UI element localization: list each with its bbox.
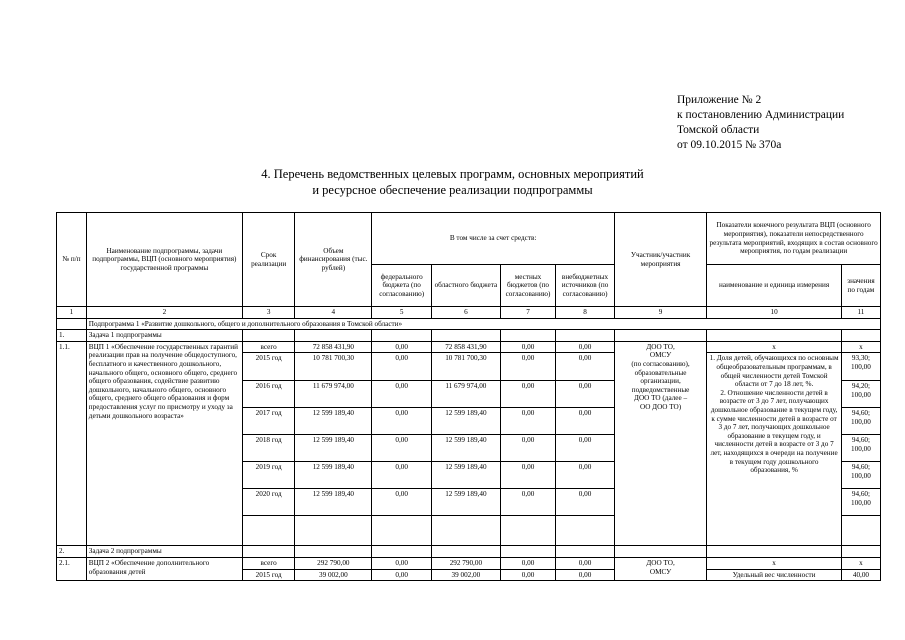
header-regional: областного бюджета xyxy=(431,265,500,307)
row-volume: 11 679 974,00 xyxy=(295,381,372,408)
vcp-name: ВЦП 1 «Обеспечение государственных гарантий реализации прав на получение общедоступного, бесплатного и качественного дошкольного, начального общего, основного общего, среднего общего образования, содействие развитию дошкольного, начального общего, основного общего, среднего общего образования и форм предоставления услуг по присмотру и уходу за детьми дошкольного возраста» xyxy=(86,341,242,546)
col-num: 6 xyxy=(431,307,500,319)
row-local: 0,00 xyxy=(500,353,555,381)
row-volume: 12 599 189,40 xyxy=(295,408,372,435)
row-federal: 0,00 xyxy=(372,353,432,381)
row-term: 2016 год xyxy=(242,381,294,408)
header-indicator-values: значения по годам xyxy=(841,265,880,307)
participant-cell: ДОО ТО, ОМСУ (по согласованию), образовательные организации, подведомственные ДОО ТО (далее – ОО ДОО ТО) xyxy=(614,341,706,546)
column-numbers-row xyxy=(57,307,881,319)
document-title xyxy=(0,166,905,198)
row-local: 0,00 xyxy=(500,569,555,581)
header-indicators: Показатели конечного результата ВЦП (основного мероприятия), показатели непосредственного результата мероприятий, входящих в состав основного мероприятия, по годам реализации xyxy=(707,213,881,265)
row-term: 2015 год xyxy=(242,353,294,381)
title-line-2: и ресурсное обеспечение реализации подпрограммы xyxy=(312,183,593,197)
row-term: 2018 год xyxy=(242,435,294,462)
row-federal: 0,00 xyxy=(372,557,432,569)
row-local: 0,00 xyxy=(500,435,555,462)
row-local: 0,00 xyxy=(500,341,555,353)
row-regional: 39 002,00 xyxy=(431,569,500,581)
indicator-value: 40,00 xyxy=(841,569,880,581)
col-num: 4 xyxy=(295,307,372,319)
row-regional: 11 679 974,00 xyxy=(431,381,500,408)
col-num: 7 xyxy=(500,307,555,319)
subprogram-title: Подпрограмма 1 «Развитие дошкольного, общего и дополнительного образования в Томской области» xyxy=(86,318,880,330)
row-offbudget: 0,00 xyxy=(556,408,615,435)
row-offbudget: 0,00 xyxy=(556,435,615,462)
indicator-value: 93,30; 100,00 xyxy=(841,353,880,381)
indicator-value: 94,20; 100,00 xyxy=(841,381,880,408)
indicators-text: 1. Доля детей, обучающихся по основным общеобразовательным программам, в общей численности детей Томской области от 7 до 18 лет, %. 2. Отношение численности детей в возрасте от 3 до 7 лет, получающих дошкольное образование в текущем году, к сумме численности детей в возрасте от 3 до 7 лет, получающих дошкольное образование в текущем году, и численности детей в возрасте от 3 до 7 лет, находящихся в очереди на получение в текущем году дошкольного образования, % xyxy=(707,353,842,546)
header-name: Наименование подпрограммы, задачи подпрограммы, ВЦП (основного мероприятия) государственной программы xyxy=(86,213,242,307)
row-federal: 0,00 xyxy=(372,408,432,435)
row-offbudget: 0,00 xyxy=(556,557,615,569)
header-row-1 xyxy=(57,213,881,265)
header-offbudget: внебюджетных источников (по согласованию) xyxy=(556,265,615,307)
row-federal: 0,00 xyxy=(372,569,432,581)
indicator-value: 94,60; 100,00 xyxy=(841,489,880,516)
row-volume: 12 599 189,40 xyxy=(295,435,372,462)
row-federal: 0,00 xyxy=(372,462,432,489)
appendix-line-4: от 09.10.2015 № 370а xyxy=(677,139,782,151)
row-local: 0,00 xyxy=(500,408,555,435)
row-regional: 12 599 189,40 xyxy=(431,462,500,489)
row-offbudget: 0,00 xyxy=(556,489,615,516)
row-federal: 0,00 xyxy=(372,435,432,462)
col-num: 9 xyxy=(614,307,706,319)
appendix-line-1: Приложение № 2 xyxy=(677,94,762,106)
row-volume: 72 858 431,90 xyxy=(295,341,372,353)
header-term: Срок реализации xyxy=(242,213,294,307)
participant-cell: ДОО ТО, ОМСУ xyxy=(614,557,706,580)
col-num: 3 xyxy=(242,307,294,319)
task-title: Задача 2 подпрограммы xyxy=(86,546,242,558)
task-row xyxy=(57,330,881,342)
indicator-x-value: x xyxy=(841,341,880,353)
row-term: 2017 год xyxy=(242,408,294,435)
col-num: 2 xyxy=(86,307,242,319)
row-term: 2015 год xyxy=(242,569,294,581)
col-num: 8 xyxy=(556,307,615,319)
row-regional: 12 599 189,40 xyxy=(431,489,500,516)
appendix-block xyxy=(677,93,844,153)
indicator-x: x xyxy=(707,341,842,353)
header-num: № п/п xyxy=(57,213,87,307)
task-num: 2. xyxy=(57,546,87,558)
row-term: всего xyxy=(242,341,294,353)
row-num: 1.1. xyxy=(57,341,87,546)
header-indicator-name: наименование и единица измерения xyxy=(707,265,842,307)
row-volume: 39 002,00 xyxy=(295,569,372,581)
row-regional: 72 858 431,90 xyxy=(431,341,500,353)
appendix-line-2: к постановлению Администрации xyxy=(677,109,845,121)
row-volume: 12 599 189,40 xyxy=(295,489,372,516)
row-term: 2020 год xyxy=(242,489,294,516)
row-volume: 12 599 189,40 xyxy=(295,462,372,489)
task-row xyxy=(57,546,881,558)
row-local: 0,00 xyxy=(500,489,555,516)
row-offbudget: 0,00 xyxy=(556,381,615,408)
row-federal: 0,00 xyxy=(372,381,432,408)
header-local: местных бюджетов (по согласованию) xyxy=(500,265,555,307)
header-participant: Участник/участник мероприятия xyxy=(614,213,706,307)
appendix-line-3: Томской области xyxy=(677,124,760,136)
table-row xyxy=(57,557,881,569)
col-num: 5 xyxy=(372,307,432,319)
indicator-name: Удельный вес численности xyxy=(707,569,842,581)
row-local: 0,00 xyxy=(500,557,555,569)
col-num: 11 xyxy=(841,307,880,319)
row-regional: 12 599 189,40 xyxy=(431,408,500,435)
subprogram-row xyxy=(57,318,881,330)
row-offbudget: 0,00 xyxy=(556,569,615,581)
row-volume: 292 790,00 xyxy=(295,557,372,569)
row-federal: 0,00 xyxy=(372,489,432,516)
table-row xyxy=(57,341,881,353)
indicator-x: x xyxy=(707,557,842,569)
row-regional: 10 781 700,30 xyxy=(431,353,500,381)
header-including: В том числе за счет средств: xyxy=(372,213,614,265)
indicator-x-value: x xyxy=(841,557,880,569)
indicator-value: 94,60; 100,00 xyxy=(841,435,880,462)
row-regional: 12 599 189,40 xyxy=(431,435,500,462)
task-title: Задача 1 подпрограммы xyxy=(86,330,242,342)
vcp-name: ВЦП 2 «Обеспечение дополнительного образования детей xyxy=(86,557,242,580)
indicator-value: 94,60; 100,00 xyxy=(841,462,880,489)
title-line-1: 4. Перечень ведомственных целевых программ, основных мероприятий xyxy=(261,167,644,181)
header-federal: федерального бюджета (по согласованию) xyxy=(372,265,432,307)
programs-table xyxy=(56,212,881,581)
col-num: 1 xyxy=(57,307,87,319)
indicator-value: 94,60; 100,00 xyxy=(841,408,880,435)
row-num: 2.1. xyxy=(57,557,87,580)
row-term: всего xyxy=(242,557,294,569)
row-local: 0,00 xyxy=(500,381,555,408)
row-volume: 10 781 700,30 xyxy=(295,353,372,381)
row-federal: 0,00 xyxy=(372,341,432,353)
row-offbudget: 0,00 xyxy=(556,462,615,489)
header-volume: Объем финансирования (тыс. рублей) xyxy=(295,213,372,307)
task-num: 1. xyxy=(57,330,87,342)
col-num: 10 xyxy=(707,307,842,319)
row-local: 0,00 xyxy=(500,462,555,489)
row-regional: 292 790,00 xyxy=(431,557,500,569)
row-offbudget: 0,00 xyxy=(556,353,615,381)
row-term: 2019 год xyxy=(242,462,294,489)
row-offbudget: 0,00 xyxy=(556,341,615,353)
